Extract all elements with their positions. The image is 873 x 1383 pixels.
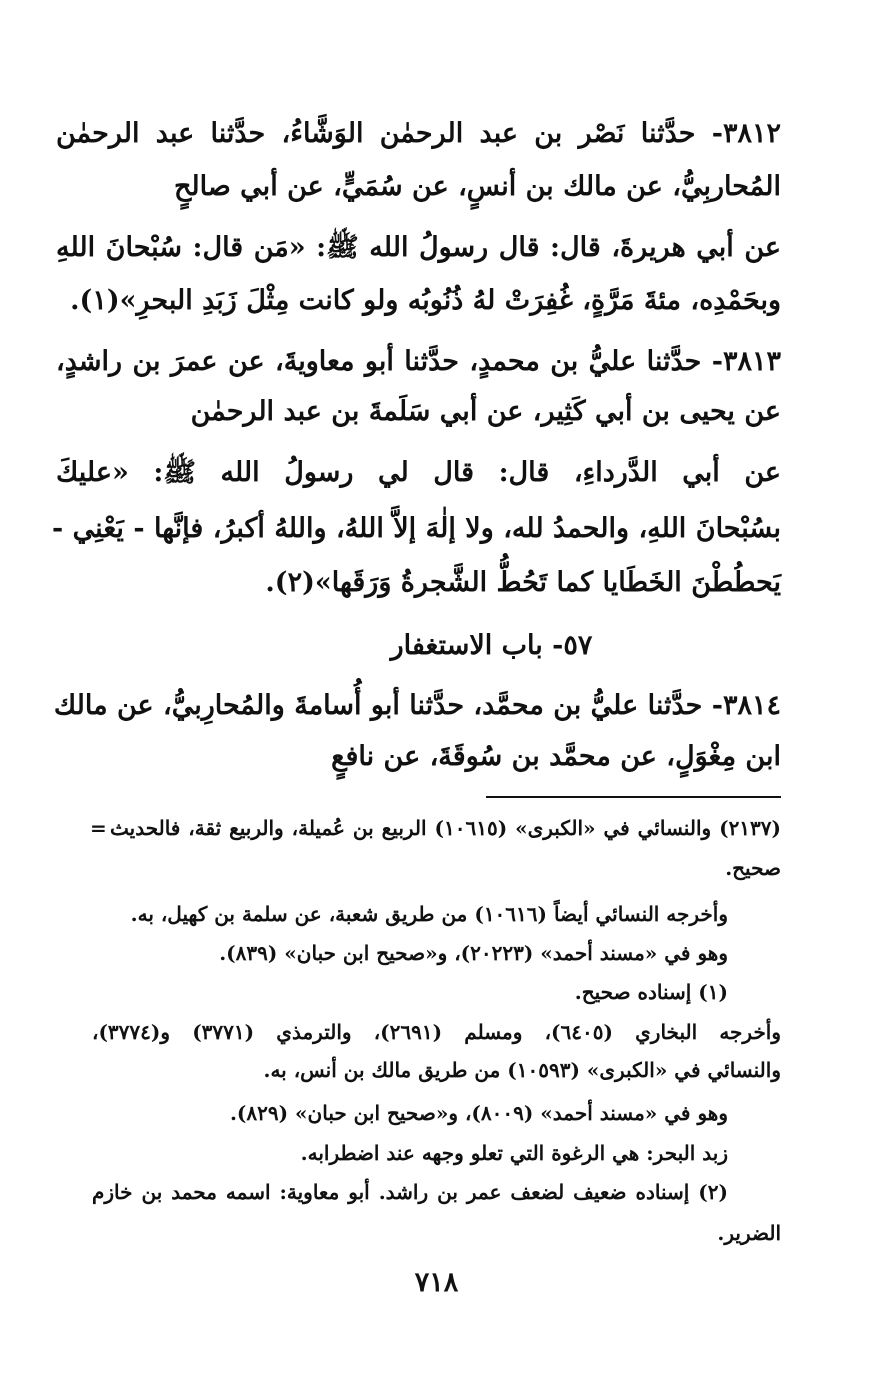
footnote-1-line-4: وهو في «مسند أحمد» (٨٠٠٩)، و«صحيح ابن حبان» (٨٢٩). (229, 1101, 728, 1125)
hadith-3812-line-4: وبحَمْدِه، مئةَ مَرَّةٍ، غُفِرَتْ لهُ ذُنُوبُه ولو كانت مِثْلَ زَبَدِ البحرِ»(١). (70, 285, 781, 316)
hadith-3813-line-2: عن يحيى بن أبي كَثِير، عن أبي سَلَمةَ بن عبد الرحمٰن (190, 396, 781, 427)
footnote-continued-line-3: وأخرجه النسائي أيضاً (١٠٦١٦) من طريق شعبة، عن سلمة بن كهيل، به. (130, 902, 728, 926)
hadith-3812-line-1: ٣٨١٢- حدَّثنا نَصْر بن عبد الرحمٰن الوَشَّاءُ، حدَّثنا عبد الرحمٰن (56, 118, 781, 149)
footnote-2-line-2: الضرير. (717, 1221, 781, 1245)
footnote-1-line-2: وأخرجه البخاري (٦٤٠٥)، ومسلم (٢٦٩١)، والترمذي (٣٧٧١) و(٣٧٧٤)، (92, 1020, 782, 1044)
hadith-3813-line-4: بسُبْحانَ اللهِ، والحمدُ لله، ولا إلٰهَ إلاَّ اللهُ، واللهُ أكبرُ، فإنَّها - يَعْنِي - (52, 513, 781, 544)
hadith-3812-line-2: المُحاربِيُّ، عن مالك بن أنسٍ، عن سُمَيٍّ، عن أبي صالحٍ (173, 171, 781, 202)
footnote-continuation-mark: = (90, 816, 107, 840)
hadith-3812-line-3: عن أبي هريرةَ، قال: قال رسولُ الله ﷺ: «مَن قال: سُبْحانَ اللهِ (56, 232, 781, 263)
footnote-1-line-5: زبد البحر: هي الرغوة التي تعلو وجهه عند اضطرابه. (300, 1141, 728, 1165)
hadith-3813-line-3: عن أبي الدَّرداءِ، قال: قال لي رسولُ الله ﷺ: «عليكَ (56, 457, 781, 488)
footnote-separator (486, 796, 781, 798)
footnote-2-line-1: (٢) إسناده ضعيف لضعف عمر بن راشد. أبو معاوية: اسمه محمد بن خازم (92, 1180, 728, 1204)
footnote-1-line-3: والنسائي في «الكبرى» (١٠٥٩٣) من طريق مالك بن أنس، به. (263, 1058, 781, 1082)
chapter-heading: ٥٧- باب الاستغفار (390, 630, 593, 661)
footnote-continued-line-4: وهو في «مسند أحمد» (٢٠٢٢٣)، و«صحيح ابن حبان» (٨٣٩). (219, 941, 728, 965)
page-number: ٧١٨ (414, 1267, 459, 1298)
footnote-1-line-1: (١) إسناده صحيح. (574, 980, 728, 1004)
hadith-3814-line-2: ابن مِغْوَلٍ، عن محمَّد بن سُوقَةَ، عن نافعٍ (331, 741, 781, 772)
hadith-3814-line-1: ٣٨١٤- حدَّثنا عليُّ بن محمَّد، حدَّثنا أبو أُسامةَ والمُحارِبيُّ، عن مالك (53, 690, 781, 721)
footnote-continued-line-1: (٢١٣٧) والنسائي في «الكبرى» (١٠٦١٥) الربيع بن عُميلة، والربيع ثقة، فالحديث (110, 816, 781, 840)
hadith-3813-line-1: ٣٨١٣- حدَّثنا عليُّ بن محمدٍ، حدَّثنا أبو معاويةَ، عن عمرَ بن راشدٍ، (56, 346, 781, 377)
hadith-3813-line-5: يَحطُطْنَ الخَطَايا كما تَحُطُّ الشَّجرةُ وَرَقَها»(٢). (265, 567, 781, 598)
footnote-continued-line-2: صحيح. (725, 856, 781, 880)
